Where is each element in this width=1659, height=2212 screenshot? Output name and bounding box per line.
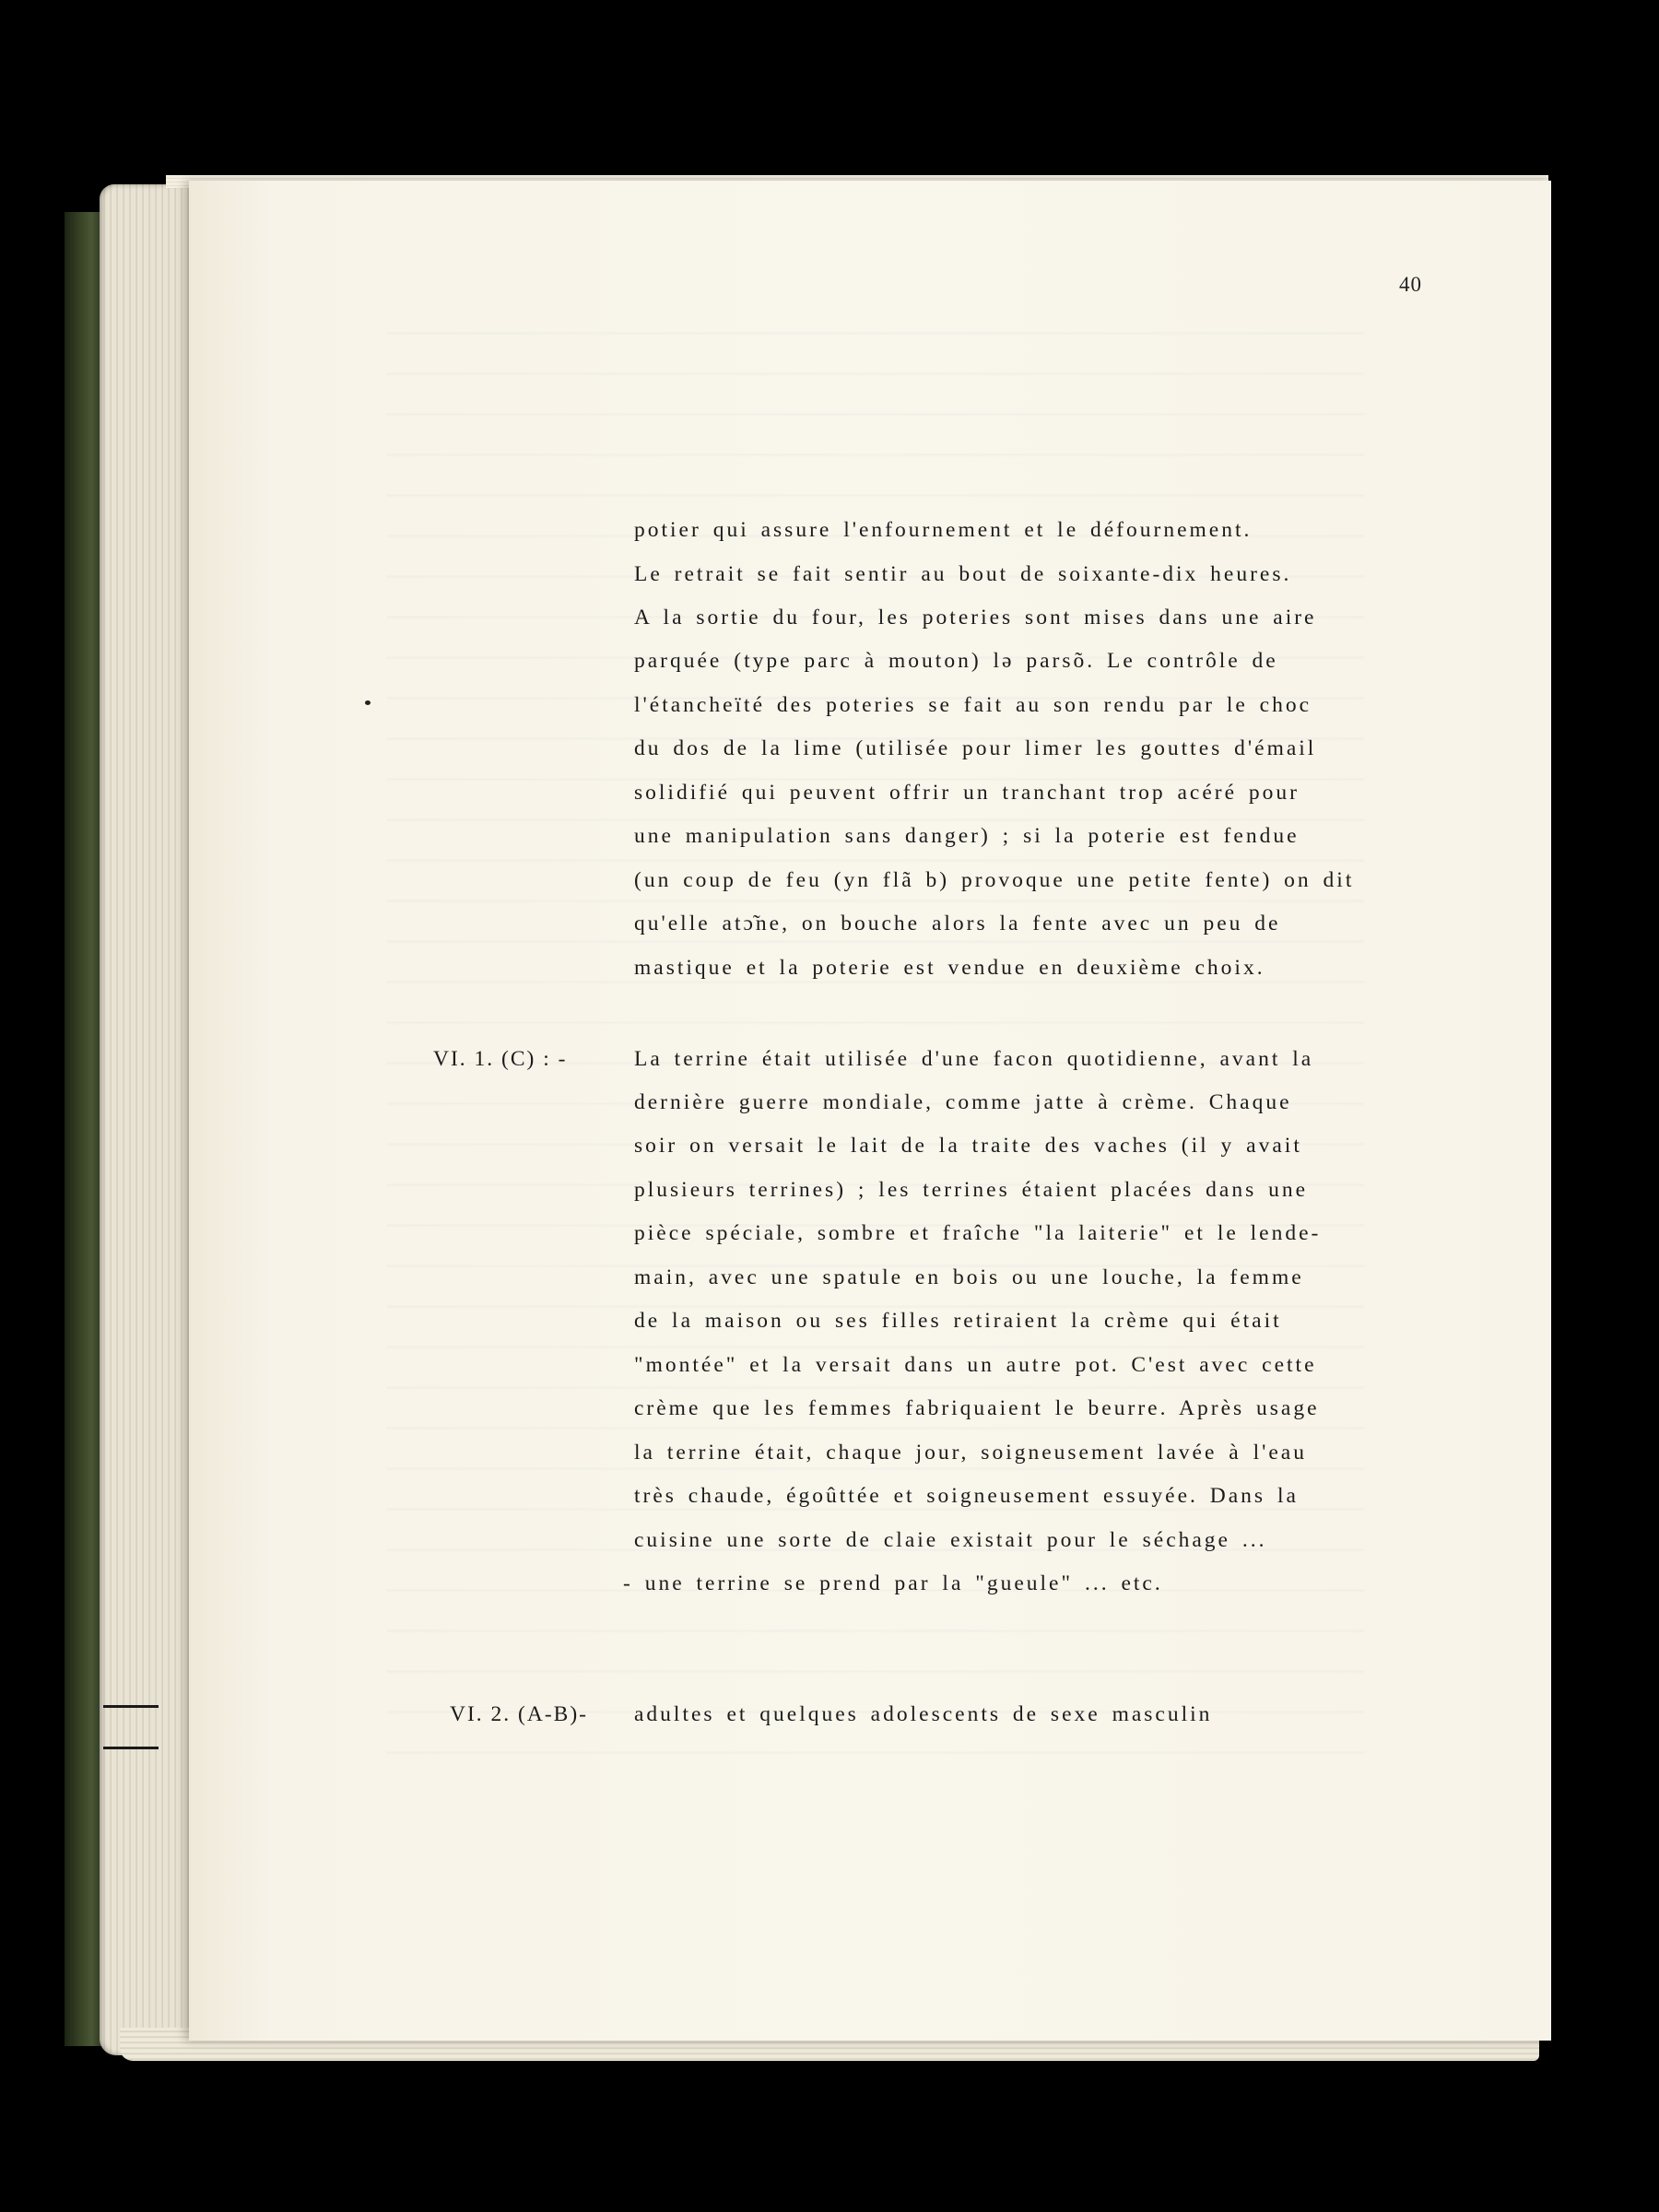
body-line: parquée (type parc à mouton) lə parsõ. Le contrôle de (634, 649, 1278, 673)
body-line: la terrine était, chaque jour, soigneusement lavée à l'eau (634, 1441, 1307, 1465)
section-label: VI. 2. (A-B)- (450, 1702, 588, 1726)
body-line: une manipulation sans danger) ; si la poterie est fendue (634, 824, 1300, 848)
body-line: - une terrine se prend par la "gueule" ... etc. (623, 1571, 1163, 1595)
body-line: solidifié qui peuvent offrir un tranchant trop acéré pour (634, 781, 1300, 805)
body-line: cuisine une sorte de claie existait pour le séchage ... (634, 1528, 1267, 1552)
page-number: 40 (1399, 273, 1422, 296)
page-edge-mark (103, 1747, 159, 1749)
body-line: soir on versait le lait de la traite des vaches (il y avait (634, 1134, 1302, 1158)
body-line: de la maison ou ses filles retiraient la crème qui était (634, 1309, 1282, 1333)
body-line: A la sortie du four, les poteries sont mises dans une aire (634, 606, 1317, 629)
body-line: "montée" et la versait dans un autre pot. C'est avec cette (634, 1353, 1317, 1377)
body-line: La terrine était utilisée d'une facon quotidienne, avant la (634, 1047, 1314, 1071)
body-line: potier qui assure l'enfournement et le défournement. (634, 518, 1253, 542)
body-line: main, avec une spatule en bois ou une louche, la femme (634, 1265, 1304, 1289)
body-line: Le retrait se fait sentir au bout de soixante-dix heures. (634, 562, 1292, 586)
body-line: mastique et la poterie est vendue en deuxième choix. (634, 956, 1265, 980)
body-line: dernière guerre mondiale, comme jatte à crème. Chaque (634, 1090, 1292, 1114)
section-label: VI. 1. (C) : - (433, 1047, 568, 1071)
body-line: du dos de la lime (utilisée pour limer les gouttes d'émail (634, 736, 1317, 760)
page-edge-mark (103, 1705, 159, 1708)
body-line: crème que les femmes fabriquaient le beurre. Après usage (634, 1396, 1320, 1420)
body-line: adultes et quelques adolescents de sexe masculin (634, 1702, 1213, 1726)
book-cover-edge (65, 212, 103, 2046)
margin-dot (365, 700, 371, 705)
body-line: (un coup de feu (yn flã b) provoque une petite fente) on dit (634, 868, 1355, 892)
body-line: très chaude, égoûttée et soigneusement essuyée. Dans la (634, 1484, 1299, 1508)
body-line: l'étancheïté des poteries se fait au son rendu par le choc (634, 693, 1312, 717)
body-line: pièce spéciale, sombre et fraîche "la laiterie" et le lende- (634, 1221, 1322, 1245)
body-line: qu'elle atɔ̃ne, on bouche alors la fente avec un peu de (634, 912, 1281, 935)
body-line: plusieurs terrines) ; les terrines étaient placées dans une (634, 1178, 1309, 1202)
